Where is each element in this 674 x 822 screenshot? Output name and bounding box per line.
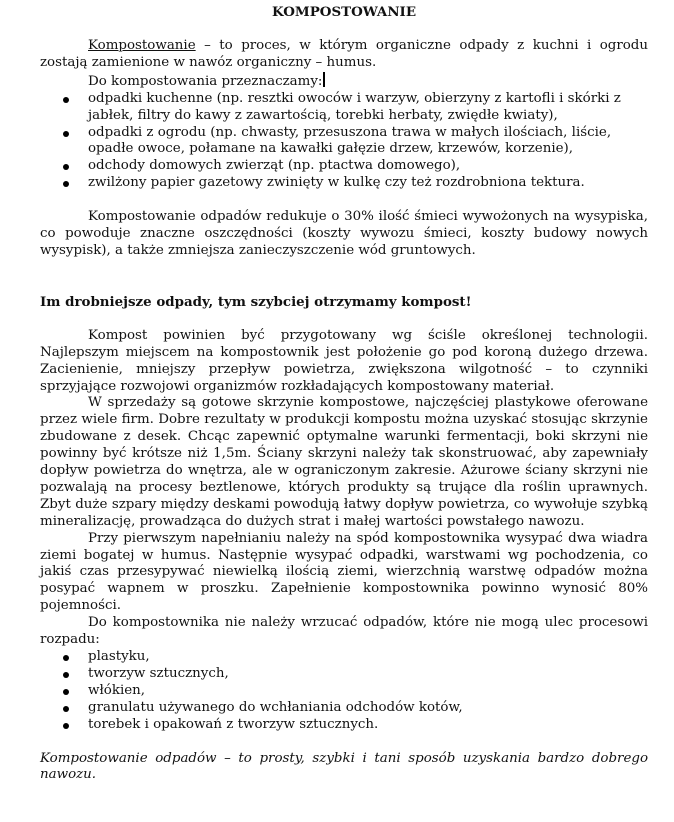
list-item-text: włókien, xyxy=(88,682,146,698)
list-item xyxy=(40,175,648,192)
bullet-icon xyxy=(63,689,69,695)
text-cursor xyxy=(323,72,325,87)
list-item xyxy=(40,125,648,159)
document-title: KOMPOSTOWANIE xyxy=(271,4,417,20)
body-paragraph: Do kompostownika nie należy wrzucać odpadów, które nie mogą ulec procesowi rozpadu: xyxy=(40,615,648,648)
spacer xyxy=(40,260,648,294)
body-paragraph: Kompost powinien być przygotowany wg ściśle określonej technologii. Najlepszym miejscem na kompostownik jest położenie go pod koroną dużego drzewa. Zacienienie, mniejszy przepływ powietrza, zwiększona wilgotność – to czynniki sprzyjające rozwojowi organizmów rozkładających kompostowany materiał. xyxy=(40,327,648,394)
document-page xyxy=(40,4,648,784)
spacer xyxy=(40,311,648,328)
list-lead-text: Do kompostowania przeznaczamy: xyxy=(88,73,323,89)
list-lead xyxy=(40,72,648,91)
body-paragraph: Przy pierwszym napełnianiu należy na spód kompostownika wysypać dwa wiadra ziemi bogatej w humus. Następnie wysypać odpadki, warstwami wg pochodzenia, co jakiś czas przesypywać niewielką ilością ziemi, wierzchnią warstwę odpadów można posypać wapnem w proszku. Zapełnienie kompostownika powinno wynosić 80% pojemności. xyxy=(40,530,648,614)
definition-paragraph xyxy=(40,38,648,72)
list-item xyxy=(40,717,648,734)
list-item-text: zwilżony papier gazetowy zwinięty w kulkę czy też rozdrobniona tektura. xyxy=(88,175,585,191)
bullet-icon xyxy=(63,723,69,729)
spacer xyxy=(40,734,648,751)
definition-term: Kompostowanie xyxy=(88,38,196,53)
excluded-waste-list xyxy=(40,649,648,734)
list-item xyxy=(40,649,648,666)
list-item-text: odchody domowych zwierząt (np. ptactwa domowego), xyxy=(88,158,461,174)
bullet-icon xyxy=(63,164,69,170)
definition-text: – to proces, w którym organiczne odpady z kuchni i ogrodu zostają zamienione w nawóz organiczny – humus. xyxy=(40,38,648,70)
bullet-icon xyxy=(63,97,69,103)
list-item xyxy=(40,666,648,683)
bullet-icon xyxy=(63,181,69,187)
bullet-icon xyxy=(63,672,69,678)
list-item xyxy=(40,683,648,700)
list-item-text: granulatu używanego do wchłaniania odchodów kotów, xyxy=(88,699,463,715)
body-paragraph: W sprzedaży są gotowe skrzynie kompostowe, najczęściej plastykowe oferowane przez wiele firm. Dobre rezultaty w produkcji kompostu można uzyskać stosując skrzynie zbudowane z desek. Chcąc zapewnić optymalne warunki fermentacji, boki skrzyni nie powinny być krótsze niż 1,5m. Ściany skrzyni należy tak skonstruować, aby zapewniały dopływ powietrza do wnętrza, ale w ograniczonym zakresie. Ażurowe ściany skrzyni nie pozwalają na procesy beztlenowe, których produkty są trujące dla roślin uprawnych. Zbyt duże szpary między deskami powodują łatwy dopływ powietrza, co wywołuje szybką mineralizację, prowadząca do dużych strat i małej wartości powstałego nawozu. xyxy=(40,395,648,529)
list-item-text: odpadki kuchenne (np. resztki owoców i warzyw, obierzyny z kartofli i skórki z jabłek, filtry do kawy z zawartością, torebki herbaty, zwiędłe kwiaty), xyxy=(88,90,621,123)
list-item-text: torebek i opakowań z tworzyw sztucznych. xyxy=(88,716,379,732)
bullet-icon xyxy=(63,131,69,137)
bullet-icon xyxy=(63,706,69,712)
list-item-text: odpadki z ogrodu (np. chwasty, przesuszona trawa w małych ilościach, liście, opadłe owoce, połamane na kawałki gałęzie drzew, krzewów, korzenie), xyxy=(88,124,612,157)
list-item xyxy=(40,700,648,717)
allowed-waste-list xyxy=(40,91,648,192)
list-item xyxy=(40,91,648,125)
list-item-text: tworzyw sztucznych, xyxy=(88,665,229,681)
section-heading: Im drobniejsze odpady, tym szybciej otrzymamy kompost! xyxy=(40,293,472,310)
list-item xyxy=(40,158,648,175)
spacer xyxy=(40,192,648,209)
closing-statement: Kompostowanie odpadów – to prosty, szybki i tani sposób uzyskania bardzo dobrego nawozu. xyxy=(40,750,648,783)
reduction-paragraph: Kompostowanie odpadów redukuje o 30% ilość śmieci wywożonych na wysypiska, co powoduje znaczne oszczędności (koszty wywozu śmieci, koszty budowy nowych wysypisk), a także zmniejsza zanieczyszczenie wód gruntowych. xyxy=(40,209,648,258)
bullet-icon xyxy=(63,655,69,661)
list-item-text: plastyku, xyxy=(88,649,150,664)
